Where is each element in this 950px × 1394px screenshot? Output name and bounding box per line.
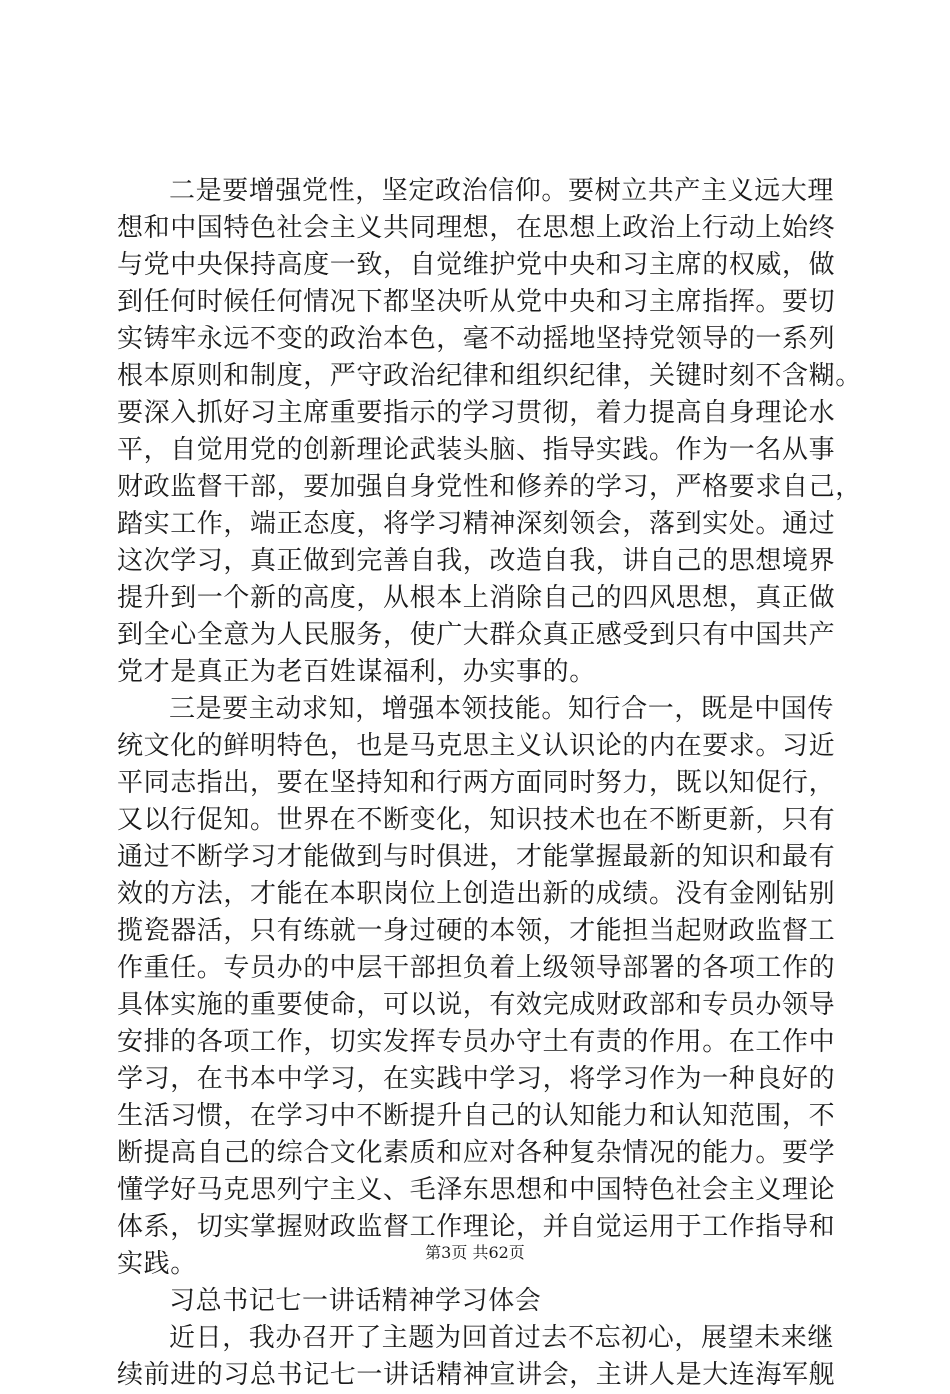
- paragraph-line: 断提高自己的综合文化素质和应对各种复杂情况的能力。要学: [117, 1138, 836, 1168]
- paragraph-line: 想和中国特色社会主义共同理想，在思想上政治上行动上始终: [117, 213, 836, 243]
- paragraph-line: 平同志指出，要在坚持知和行两方面同时努力，既以知促行，: [117, 768, 836, 798]
- paragraph-line: 安排的各项工作，切实发挥专员办守土有责的作用。在工作中: [117, 1027, 836, 1057]
- paragraph-line: 揽瓷器活，只有练就一身过硬的本领，才能担当起财政监督工: [117, 916, 836, 946]
- paragraph-line: 与党中央保持高度一致，自觉维护党中央和习主席的权威，做: [117, 250, 836, 280]
- paragraph-line: 三是要主动求知，增强本领技能。知行合一，既是中国传: [169, 694, 835, 724]
- paragraph-line: 实践。: [117, 1249, 197, 1279]
- paragraph-line: 统文化的鲜明特色，也是马克思主义认识论的内在要求。习近: [117, 731, 836, 761]
- paragraph-line: 党才是真正为老百姓谋福利，办实事的。: [117, 657, 596, 687]
- page-number-footer: 第3页 共62页: [425, 1243, 525, 1262]
- paragraph-line: 学习，在书本中学习，在实践中学习，将学习作为一种良好的: [117, 1064, 836, 1094]
- paragraph-line: 近日，我办召开了主题为回首过去不忘初心，展望未来继: [169, 1323, 835, 1353]
- paragraph-line: 具体实施的重要使命，可以说，有效完成财政部和专员办领导: [117, 990, 836, 1020]
- paragraph-line: 通过不断学习才能做到与时俱进，才能掌握最新的知识和最有: [117, 842, 836, 872]
- paragraph-line: 体系，切实掌握财政监督工作理论，并自觉运用于工作指导和: [117, 1212, 836, 1242]
- paragraph-line: 这次学习，真正做到完善自我，改造自我，讲自己的思想境界: [117, 546, 836, 576]
- paragraph-line: 作重任。专员办的中层干部担负着上级领导部署的各项工作的: [117, 953, 836, 983]
- paragraph-line: 二是要增强党性，坚定政治信仰。要树立共产主义远大理: [169, 176, 835, 206]
- paragraph-line: 生活习惯，在学习中不断提升自己的认知能力和认知范围，不: [117, 1101, 836, 1131]
- paragraph-line: 到全心全意为人民服务，使广大群众真正感受到只有中国共产: [117, 620, 836, 650]
- paragraph-line: 懂学好马克思列宁主义、毛泽东思想和中国特色社会主义理论: [117, 1175, 836, 1205]
- paragraph-line: 续前进的习总书记七一讲话精神宣讲会，主讲人是大连海军舰: [117, 1360, 836, 1390]
- paragraph-line: 根本原则和制度，严守政治纪律和组织纪律，关键时刻不含糊。: [117, 361, 862, 391]
- paragraph-line: 要深入抓好习主席重要指示的学习贯彻，着力提高自身理论水: [117, 398, 836, 428]
- section-heading: 习总书记七一讲话精神学习体会: [169, 1286, 542, 1316]
- paragraph-line: 实铸牢永远不变的政治本色，毫不动摇地坚持党领导的一系列: [117, 324, 836, 354]
- paragraph-line: 踏实工作，端正态度，将学习精神深刻领会，落到实处。通过: [117, 509, 836, 539]
- paragraph-line: 提升到一个新的高度，从根本上消除自己的四风思想，真正做: [117, 583, 836, 613]
- paragraph-line: 财政监督干部，要加强自身党性和修养的学习，严格要求自己，: [117, 472, 862, 502]
- paragraph-line: 效的方法，才能在本职岗位上创造出新的成绩。没有金刚钻别: [117, 879, 836, 909]
- paragraph-line: 到任何时候任何情况下都坚决听从党中央和习主席指挥。要切: [117, 287, 836, 317]
- paragraph-line: 平，自觉用党的创新理论武装头脑、指导实践。作为一名从事: [117, 435, 836, 465]
- paragraph-line: 又以行促知。世界在不断变化，知识技术也在不断更新，只有: [117, 805, 836, 835]
- document-body: [117, 173, 862, 1394]
